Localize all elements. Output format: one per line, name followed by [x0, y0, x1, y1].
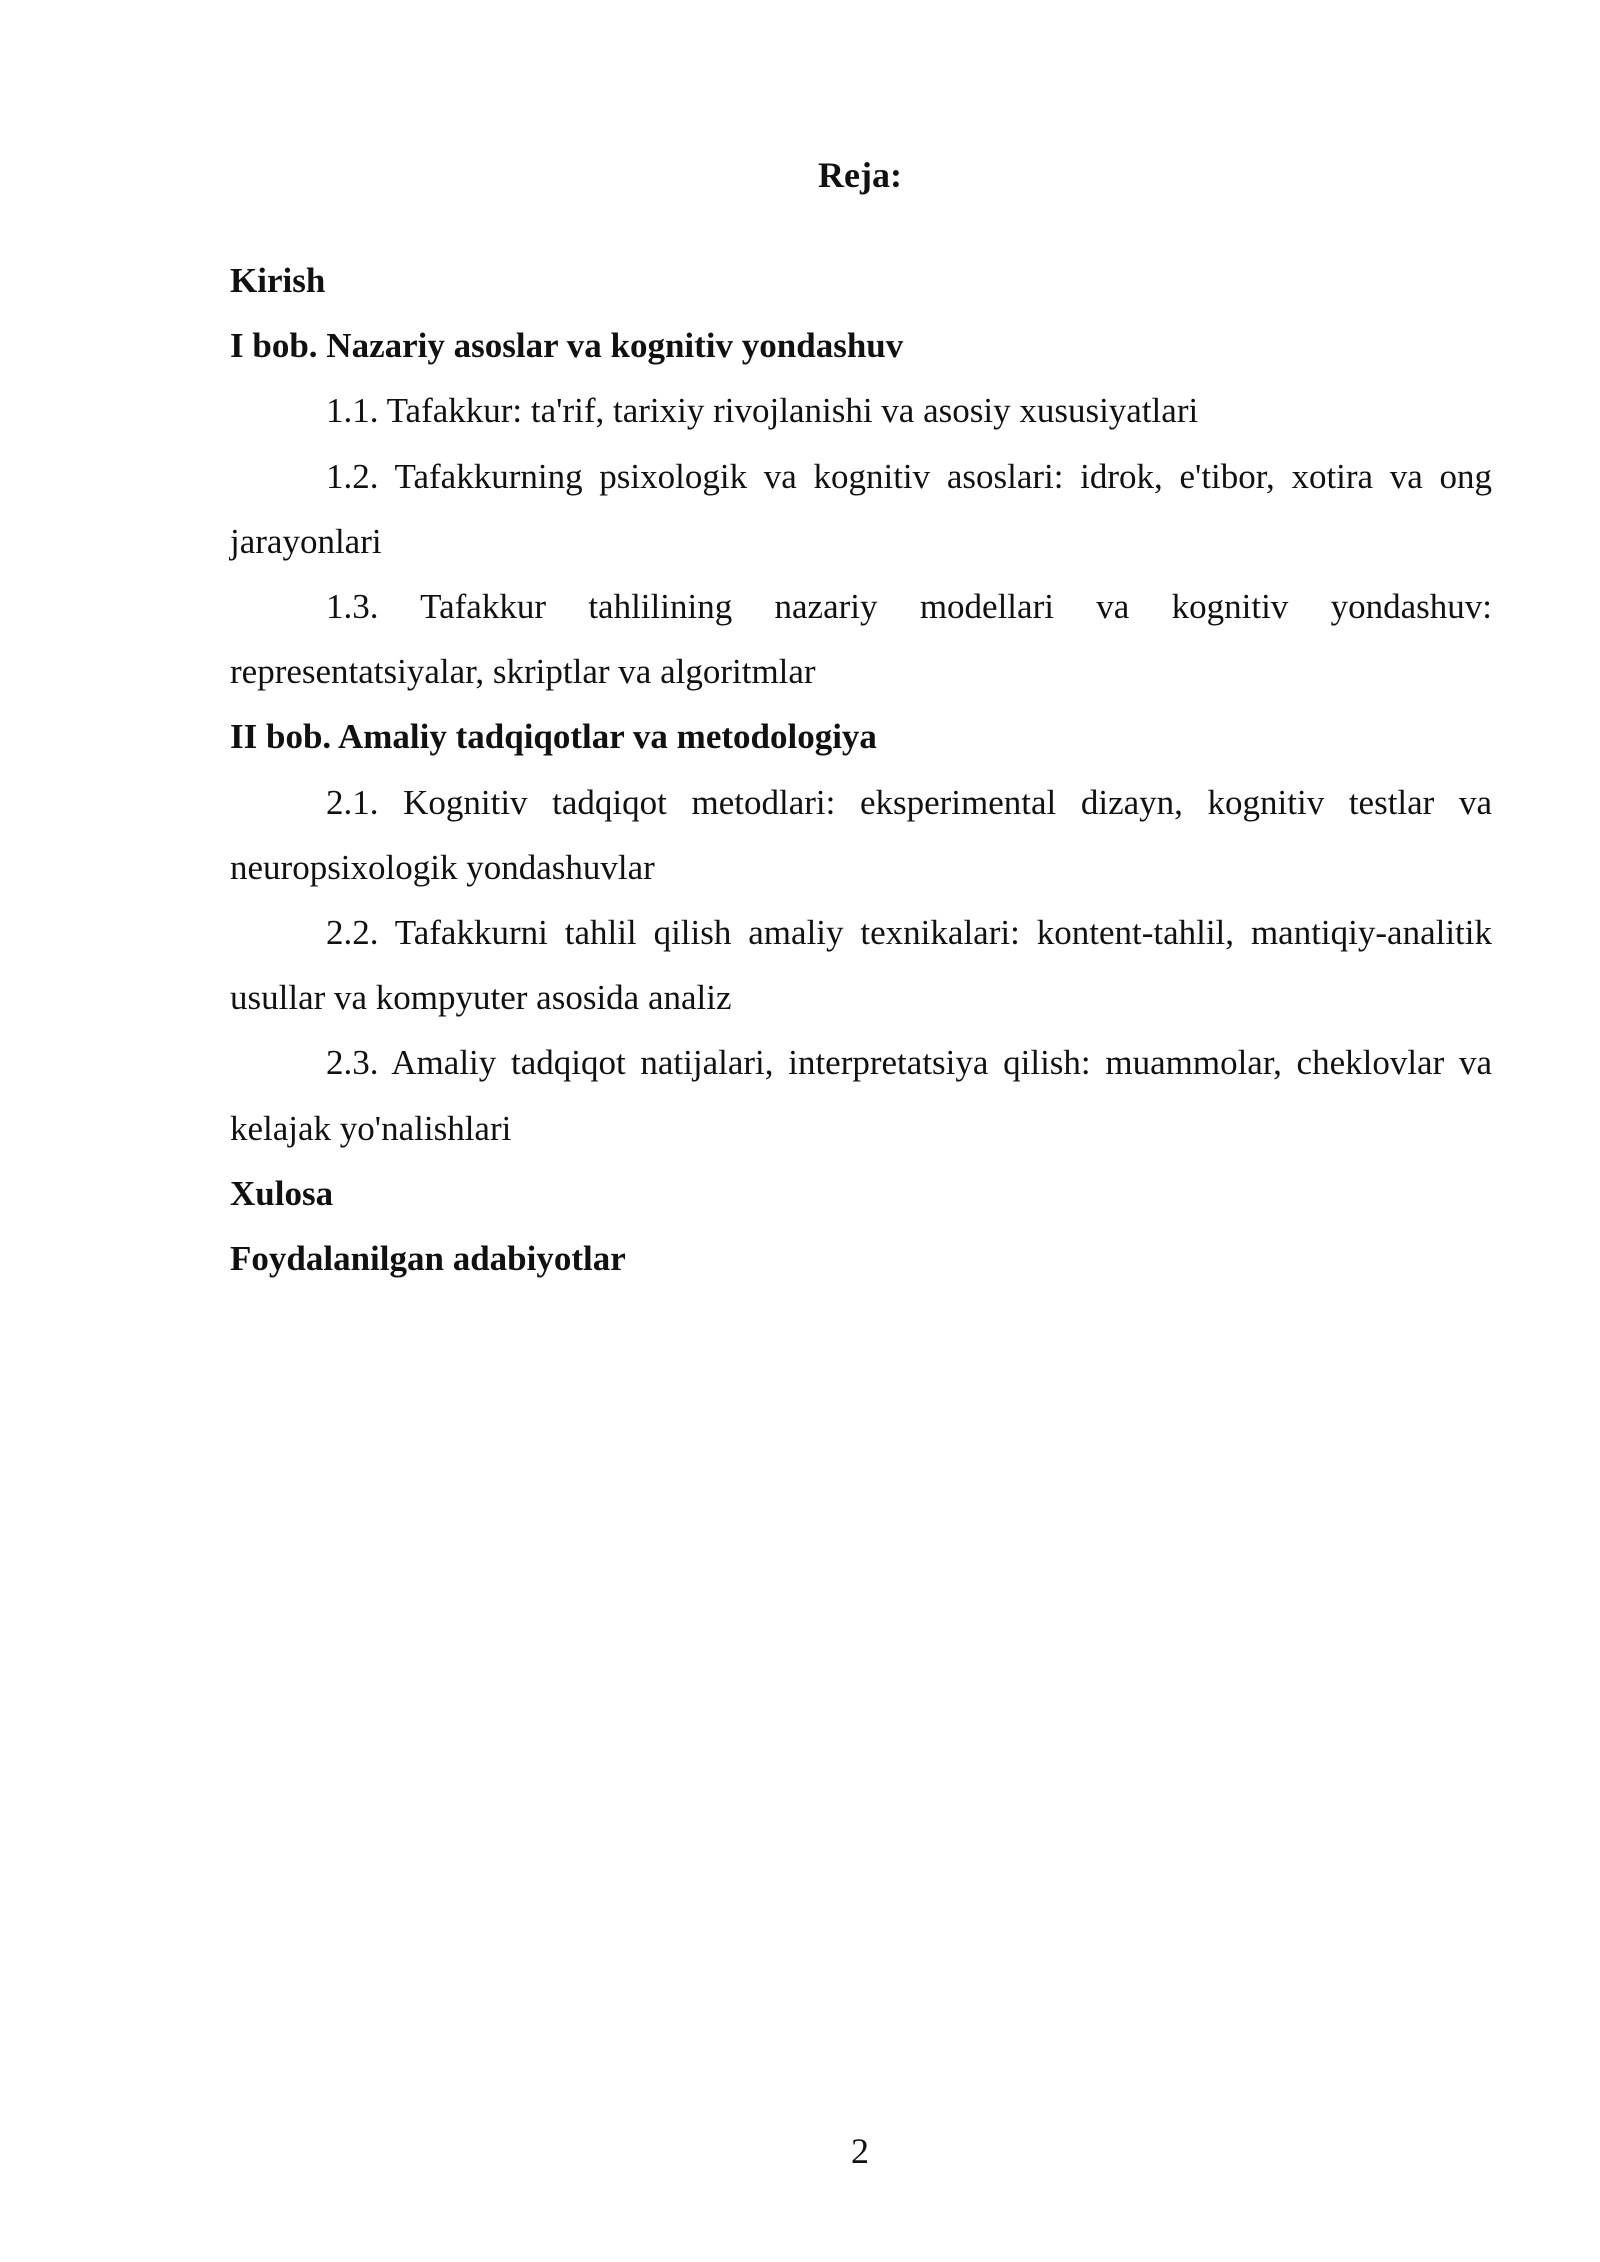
toc-intro: Kirish	[230, 261, 326, 300]
toc-section-2-2: 2.2. Tafakkurni tahlil qilish amaliy texnikalari: kontent-tahlil, mantiqiy-analitik usullar va kompyuter asosida analiz	[230, 913, 1492, 1018]
toc-section-1-2: 1.2. Tafakkurning psixologik va kognitiv asoslari: idrok, e'tibor, xotira va ong jarayonlari	[230, 456, 1492, 561]
table-of-contents	[230, 248, 1492, 1291]
toc-section-1-1: 1.1. Tafakkur: ta'rif, tarixiy rivojlanishi va asosiy xususiyatlari	[326, 391, 1199, 431]
toc-section-2-1: 2.1. Kognitiv tadqiqot metodlari: eksperimental dizayn, kognitiv testlar va neuropsixologik yondashuvlar	[230, 782, 1492, 887]
toc-chapter-2-heading: II bob. Amaliy tadqiqotlar va metodologiya	[230, 717, 877, 757]
toc-section-1-3: 1.3. Tafakkur tahlilining nazariy modellari va kognitiv yondashuv: representatsiyalar, skriptlar va algoritmlar	[230, 587, 1492, 692]
page-title: Reja:	[818, 155, 902, 195]
toc-chapter-1-heading: I bob. Nazariy asoslar va kognitiv yondashuv	[230, 326, 904, 366]
page-number: 2	[851, 2131, 869, 2171]
toc-references: Foydalanilgan adabiyotlar	[230, 1239, 626, 1279]
toc-conclusion: Xulosa	[230, 1173, 334, 1213]
toc-section-2-3: 2.3. Amaliy tadqiqot natijalari, interpretatsiya qilish: muammolar, cheklovlar va kelajak yo'nalishlari	[230, 1043, 1492, 1148]
